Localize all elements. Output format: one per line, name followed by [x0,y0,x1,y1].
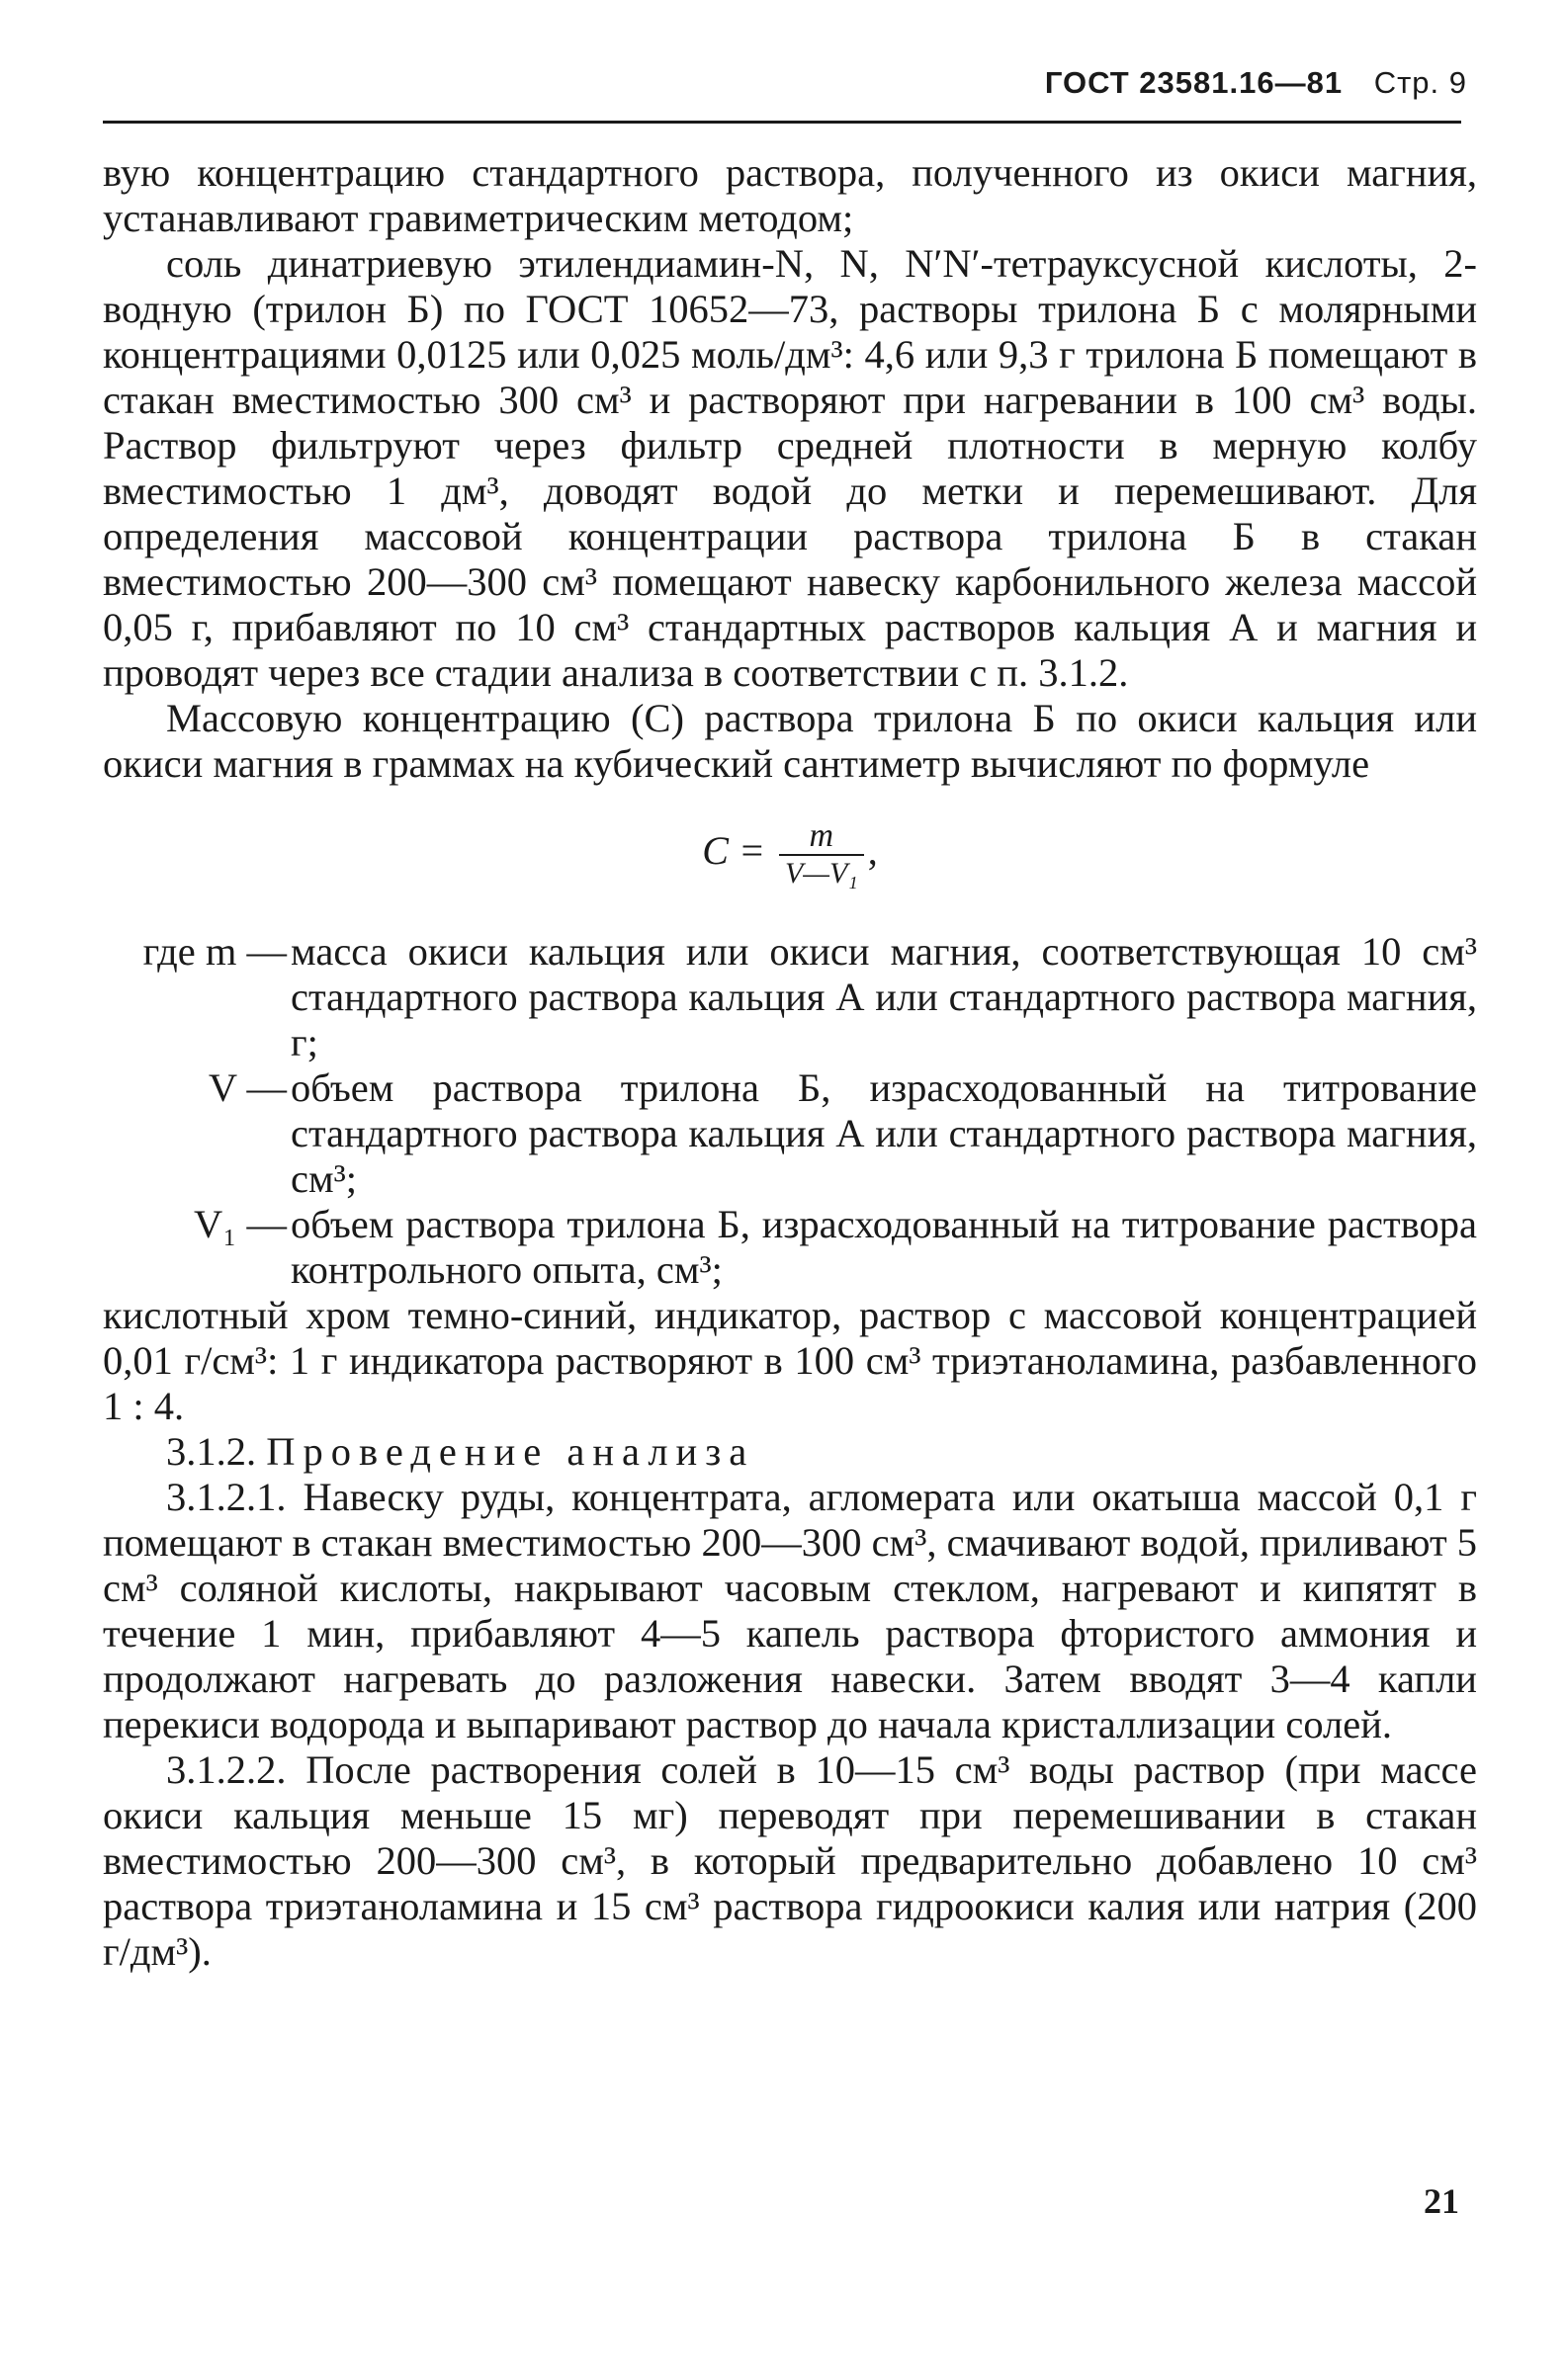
page-header [99,65,1467,101]
paragraph: 3.1.2.2. После растворения солей в 10—15 см³ воды раствор (при массе окиси кальция меньше 15 мг) переводят при перемешивании в стакан вместимостью 200—300 см³, в который предварительно добавлено 10 см³ раствора триэтаноламина и 15 см³ раствора гидроокиси калия или натрия (200 г/дм³). [103,1747,1477,1974]
formula-denominator: V—V₁ [779,854,864,892]
page-number: 21 [1424,2181,1459,2221]
header-rule [103,121,1461,124]
definition-text: масса окиси кальция или окиси магния, соответствующая 10 см³ стандартного раствора кальция А или стандартного раствора магния, г; [291,929,1477,1064]
definition-list [103,929,1477,1293]
definition-item [103,929,1477,1065]
definition-text: объем раствора трилона Б, израсходованный на титрование раствора контрольного опыта, см³; [291,1202,1477,1292]
definition-item [103,1065,1477,1202]
definition-text: объем раствора трилона Б, израсходованный на титрование стандартного раствора кальция А или стандартного раствора магния, см³; [291,1065,1477,1201]
paragraph: вую концентрацию стандартного раствора, полученного из окиси магния, устанавливают гравиметрическим методом; [103,150,1477,240]
definition-symbol: где m — [142,929,287,974]
section-heading [103,1429,1477,1475]
formula-trail: , [867,828,878,874]
body-text [103,150,1477,1975]
paragraph: соль динатриевую этилендиамин-N, N, N′N′-тетрауксусной кислоты, 2-водную (трилон Б) по ГОСТ 10652—73, растворы трилона Б с молярными концентрациями 0,0125 или 0,025 моль/дм³: 4,6 или 9,3 г трилона Б помещают в стакан вместимостью 300 см³ и растворяют при нагревании в 100 см³ воды. Раствор фильтруют через фильтр средней плотности в мерную колбу вместимостью 1 дм³, доводят водой до метки и перемешивают. Для определения массовой концентрации раствора трилона Б в стакан вместимостью 200—300 см³ помещают навеску карбонильного железа массой 0,05 г, прибавляют по 10 см³ стандартных растворов кальция А и магния и проводят через все стадии анализа в соответствии с п. 3.1.2. [103,241,1477,695]
section-number: 3.1.2. [166,1429,257,1474]
definition-symbol: V₁ — [194,1202,287,1246]
paragraph: 3.1.2.1. Навеску руды, концентрата, агломерата или окатыша массой 0,1 г помещают в стакан вместимостью 200—300 см³, смачивают водой, приливают 5 см³ соляной кислоты, накрывают часовым стеклом, нагревают и кипятят в течение 1 мин, прибавляют 4—5 капель раствора фтористого аммония и продолжают нагревать до разложения навески. Затем вводят 3—4 капли перекиси водорода и выпаривают раствор до начала кристаллизации солей. [103,1475,1478,1746]
gost-number: ГОСТ 23581.16—81 [1044,65,1344,100]
page-label: Стр. 9 [1373,65,1467,100]
formula [103,818,1477,892]
section-title: Проведение анализа [266,1429,755,1474]
formula-numerator: m [809,817,834,854]
paragraph: кислотный хром темно-синий, индикатор, раствор с массовой концентрацией 0,01 г/см³: 1 г индикатора растворяют в 100 см³ триэтаноламина, разбавленного 1 : 4. [103,1293,1477,1428]
formula-lhs: C = [702,828,765,874]
paragraph: Массовую концентрацию (C) раствора трилона Б по окиси кальция или окиси магния в граммах на кубический сантиметр вычисляют по формуле [103,696,1477,786]
definition-symbol: V — [208,1065,287,1110]
definition-item [103,1202,1477,1293]
formula-fraction [779,818,864,892]
